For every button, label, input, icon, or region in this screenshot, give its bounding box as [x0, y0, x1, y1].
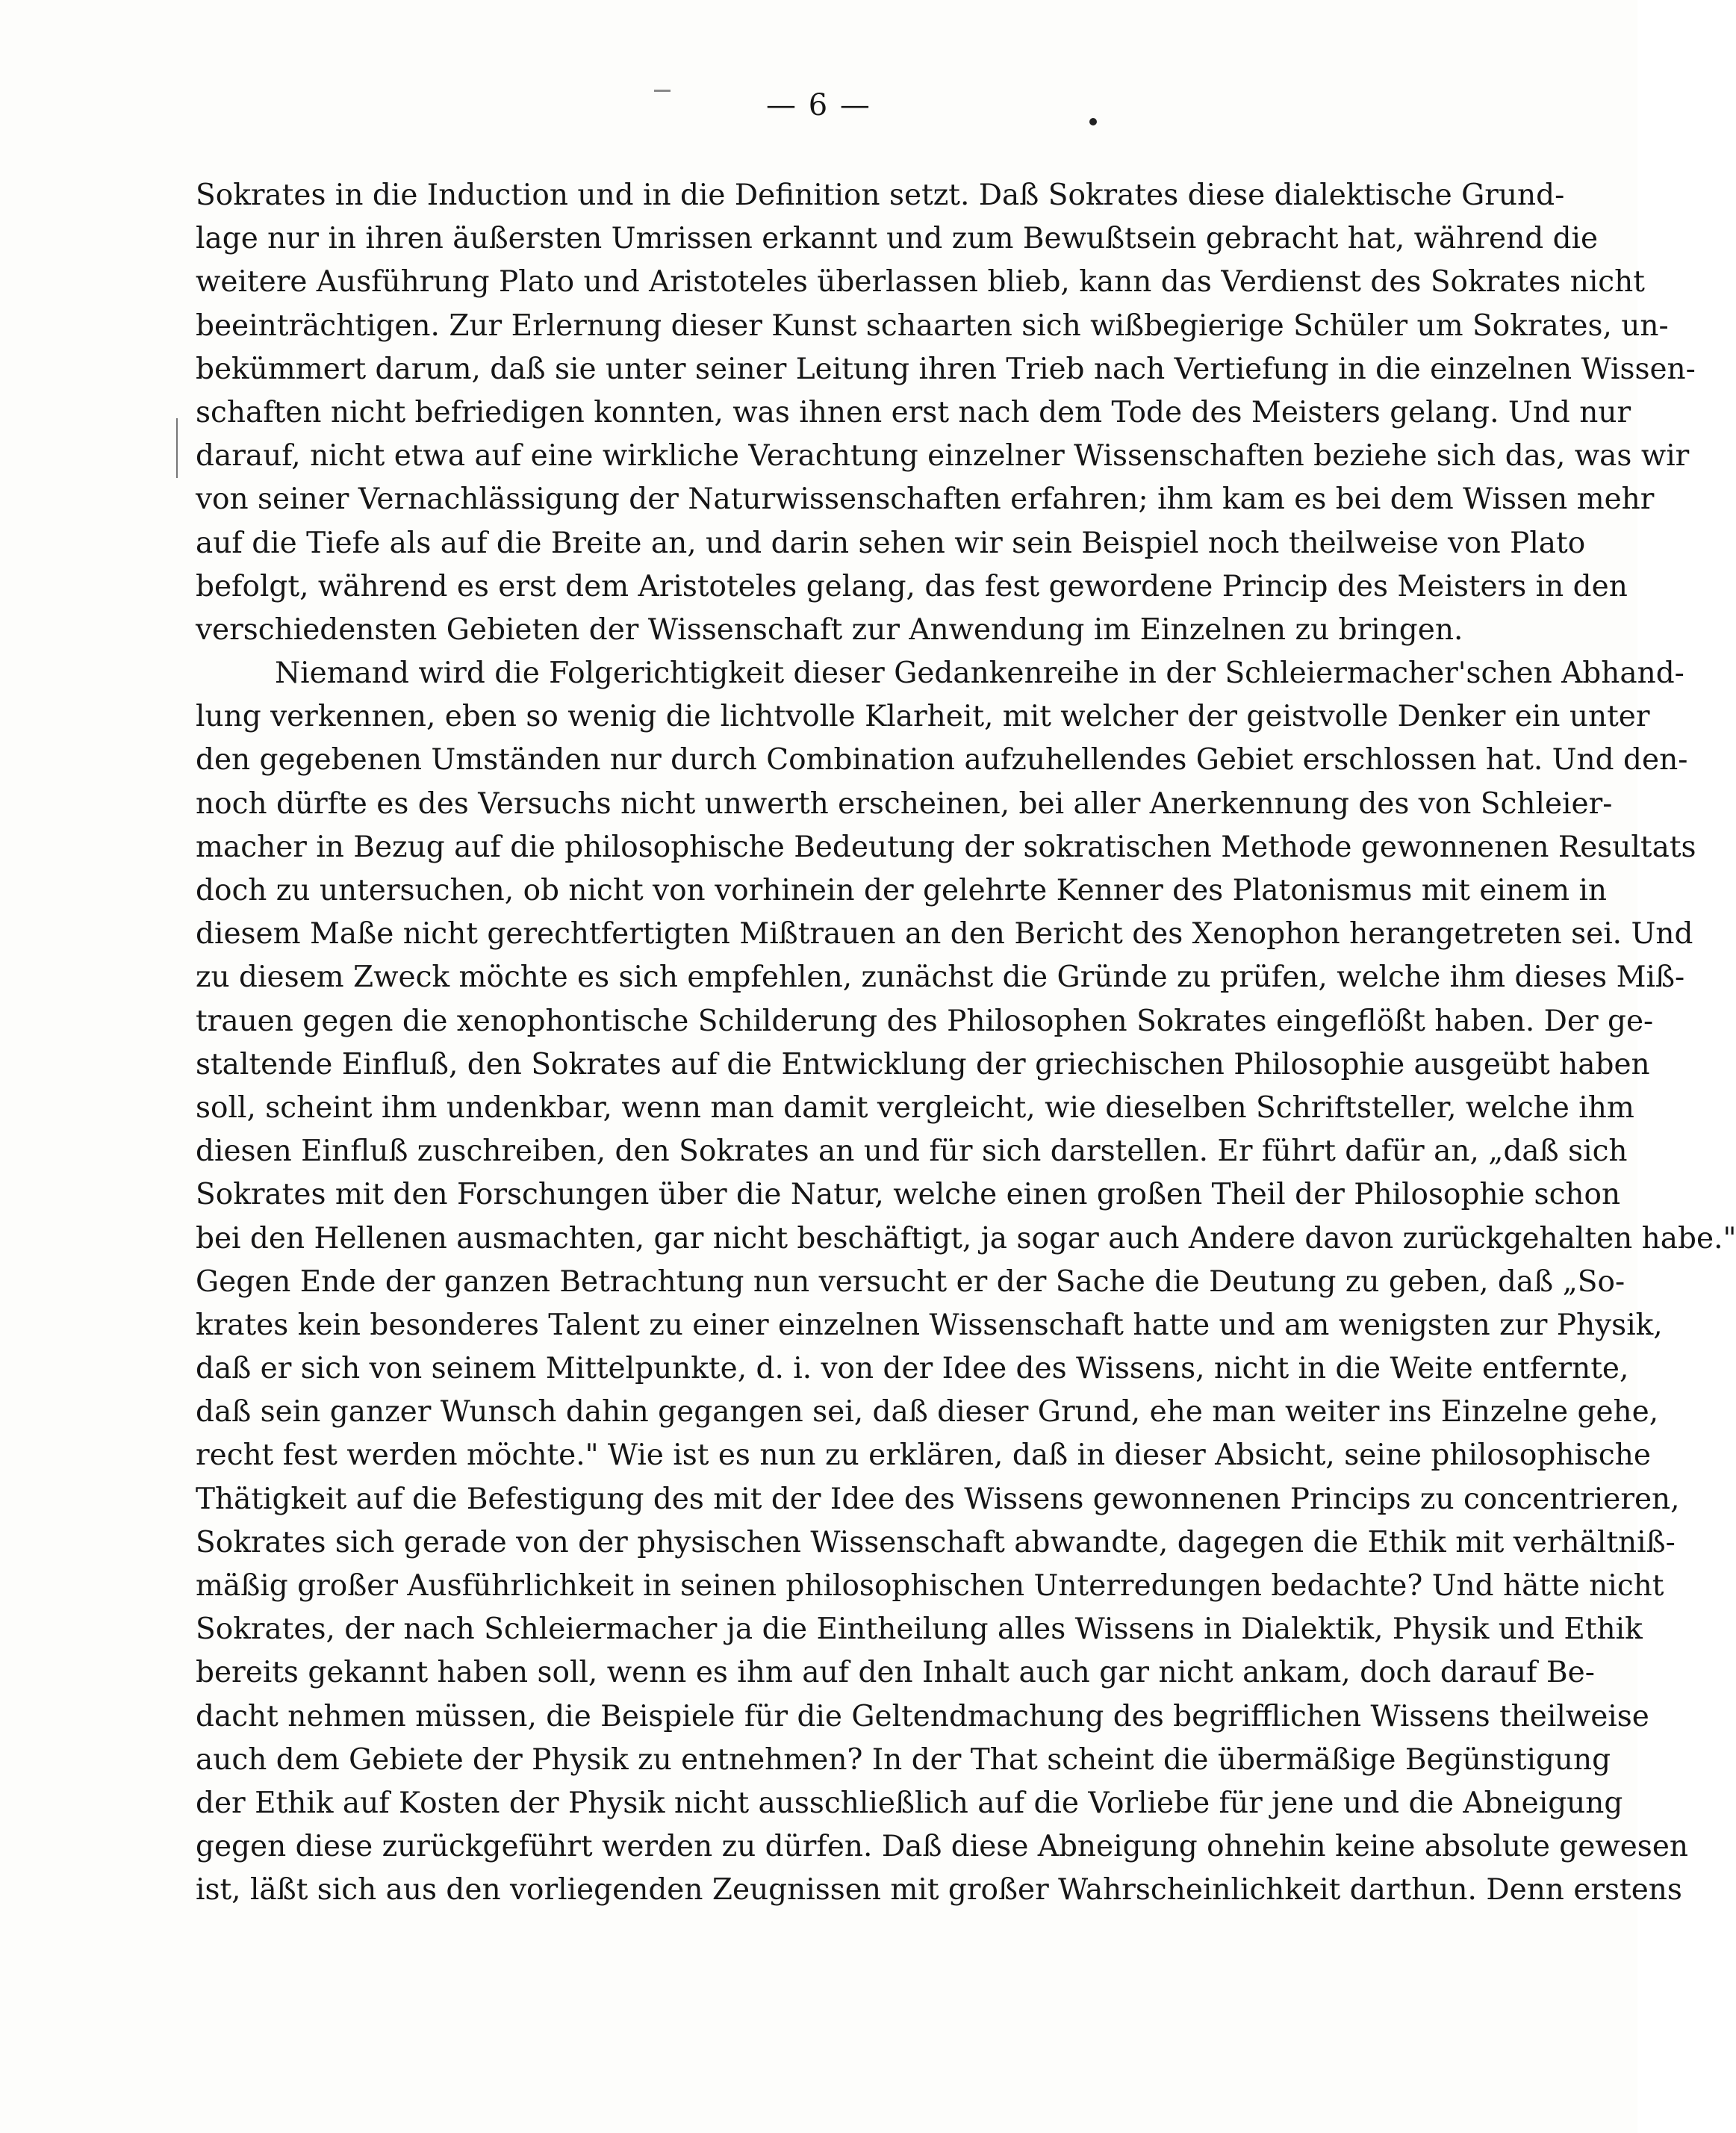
text-line: Sokrates in die Induction und in die Definition setzt. Daß Sokrates diese dialektische Grund-: [196, 178, 1565, 212]
text-line: lung verkennen, eben so wenig die lichtvolle Klarheit, mit welcher der geistvolle Denker ein unter: [196, 700, 1650, 734]
text-line: schaften nicht befriedigen konnten, was ihnen erst nach dem Tode des Meisters gelang. Und nur: [196, 395, 1631, 429]
paragraph: [196, 652, 1736, 1912]
text-line: der Ethik auf Kosten der Physik nicht ausschließlich auf die Vorliebe für jene und die Abneigung: [196, 1786, 1623, 1820]
body-text: [196, 174, 1736, 1913]
text-line: krates kein besonderes Talent zu einer einzelnen Wissenschaft hatte und am wenigsten zur Physik,: [196, 1308, 1663, 1342]
text-line: diesem Maße nicht gerechtfertigten Mißtrauen an den Bericht des Xenophon herangetreten sei. Und: [196, 917, 1693, 951]
text-line: bekümmert darum, daß sie unter seiner Leitung ihren Trieb nach Vertiefung in die einzelnen Wissen-: [196, 352, 1696, 386]
text-line: soll, scheint ihm undenkbar, wenn man damit vergleicht, wie dieselben Schriftsteller, welche ihm: [196, 1090, 1634, 1125]
text-line: daß er sich von seinem Mittelpunkte, d. i. von der Idee des Wissens, nicht in die Weite entfernte,: [196, 1352, 1629, 1386]
text-line: macher in Bezug auf die philosophische Bedeutung der sokratischen Methode gewonnenen Resultats: [196, 830, 1696, 864]
text-line: Sokrates mit den Forschungen über die Natur, welche einen großen Theil der Philosophie schon: [196, 1178, 1621, 1212]
page-number: — 6 —: [766, 88, 871, 122]
text-line: bei den Hellenen ausmachten, gar nicht beschäftigt, ja sogar auch Andere davon zurückgehalten habe.": [196, 1221, 1736, 1255]
text-line: diesen Einfluß zuschreiben, den Sokrates an und für sich darstellen. Er führt dafür an, „daß sich: [196, 1134, 1628, 1169]
text-line: auf die Tiefe als auf die Breite an, und darin sehen wir sein Beispiel noch theilweise von Plato: [196, 526, 1586, 560]
text-line: Gegen Ende der ganzen Betrachtung nun versucht er der Sache die Deutung zu geben, daß „So-: [196, 1264, 1625, 1299]
paragraph: [196, 174, 1696, 652]
text-line: recht fest werden möchte." Wie ist es nun zu erklären, daß in dieser Absicht, seine philosophische: [196, 1438, 1651, 1473]
text-line: Sokrates, der nach Schleiermacher ja die Eintheilung alles Wissens in Dialektik, Physik und Ethik: [196, 1612, 1643, 1647]
text-line: lage nur in ihren äußersten Umrissen erkannt und zum Bewußtsein gebracht hat, während die: [196, 222, 1599, 256]
text-line: Sokrates sich gerade von der physischen Wissenschaft abwandte, dagegen die Ethik mit verhältniß-: [196, 1525, 1676, 1559]
text-line: Thätigkeit auf die Befestigung des mit der Idee des Wissens gewonnenen Princips zu concentrieren,: [196, 1482, 1680, 1516]
text-line: von seiner Vernachlässigung der Naturwissenschaften erfahren; ihm kam es bei dem Wissen mehr: [196, 482, 1655, 517]
text-line: bereits gekannt haben soll, wenn es ihm auf den Inhalt auch gar nicht ankam, doch darauf Be-: [196, 1656, 1595, 1690]
text-line: dacht nehmen müssen, die Beispiele für die Geltendmachung des begrifflichen Wissens theilweise: [196, 1699, 1649, 1733]
text-line: gegen diese zurückgeführt werden zu dürfen. Daß diese Abneigung ohnehin keine absolute gewesen: [196, 1830, 1689, 1864]
text-line: doch zu untersuchen, ob nicht von vorhinein der gelehrte Kenner des Platonismus mit einem in: [196, 874, 1608, 907]
text-line: noch dürfte es des Versuchs nicht unwerth erscheinen, bei aller Anerkennung des von Schleier-: [196, 786, 1613, 821]
text-line: darauf, nicht etwa auf eine wirkliche Verachtung einzelner Wissenschaften beziehe sich das, was wir: [196, 439, 1690, 474]
text-line: Niemand wird die Folgerichtigkeit dieser Gedankenreihe in der Schleiermacher'schen Abhand-: [275, 656, 1684, 691]
scan-speck: [1089, 118, 1097, 125]
text-line: den gegebenen Umständen nur durch Combination aufzuhellendes Gebiet erschlossen hat. Und den-: [196, 743, 1688, 777]
margin-mark: [176, 418, 178, 478]
text-line: auch dem Gebiete der Physik zu entnehmen? In der That scheint die übermäßige Begünstigung: [196, 1742, 1611, 1777]
text-line: daß sein ganzer Wunsch dahin gegangen sei, daß dieser Grund, ehe man weiter ins Einzelne gehe,: [196, 1395, 1659, 1429]
text-line: weitere Ausführung Plato und Aristoteles überlassen blieb, kann das Verdienst des Sokrates nicht: [196, 265, 1645, 299]
text-line: mäßig großer Ausführlichkeit in seinen philosophischen Unterredungen bedachte? Und hätte nicht: [196, 1569, 1664, 1603]
text-line: ist, läßt sich aus den vorliegenden Zeugnissen mit großer Wahrscheinlichkeit darthun. Denn erstens: [196, 1873, 1682, 1907]
text-line: befolgt, während es erst dem Aristoteles gelang, das fest gewordene Princip des Meisters in den: [196, 569, 1628, 603]
text-line: beeinträchtigen. Zur Erlernung dieser Kunst schaarten sich wißbegierige Schüler um Sokrates, un-: [196, 308, 1669, 343]
text-line: staltende Einfluß, den Sokrates auf die Entwicklung der griechischen Philosophie ausgeübt haben: [196, 1047, 1650, 1081]
text-line: verschiedensten Gebieten der Wissenschaft zur Anwendung im Einzelnen zu bringen.: [196, 612, 1463, 647]
text-line: zu diesem Zweck möchte es sich empfehlen, zunächst die Gründe zu prüfen, welche ihm dieses Miß-: [196, 960, 1685, 995]
text-line: trauen gegen die xenophontische Schilderung des Philosophen Sokrates eingeflößt haben. Der ge-: [196, 1004, 1654, 1038]
